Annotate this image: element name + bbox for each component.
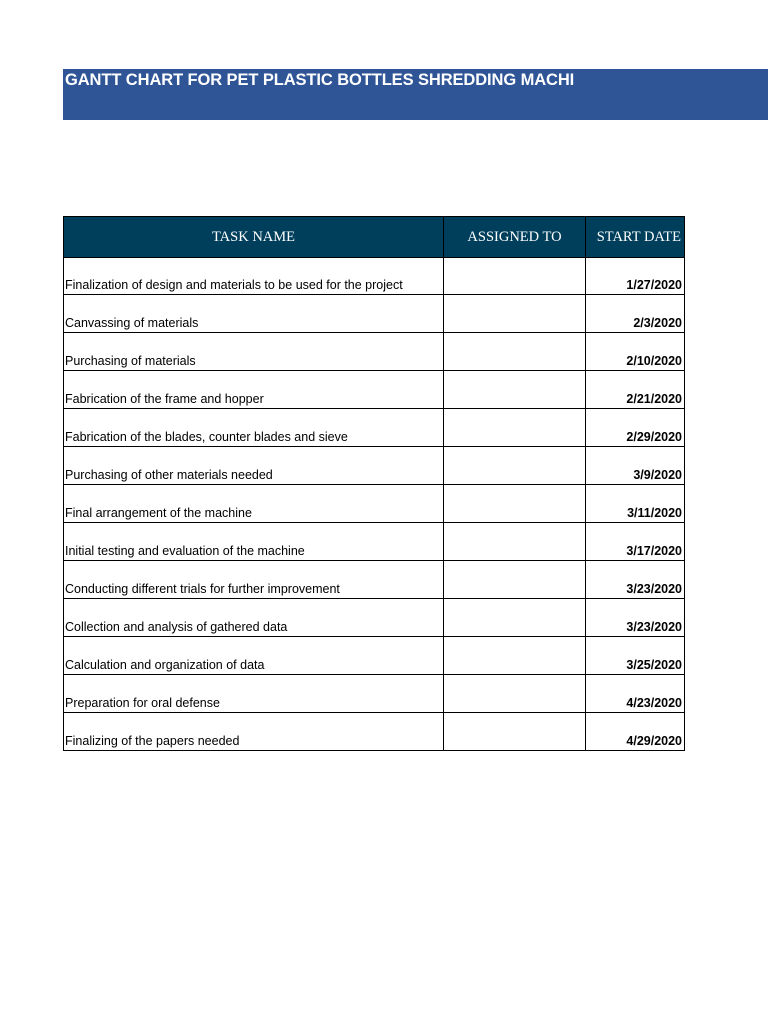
assigned-to-cell[interactable] (444, 485, 586, 523)
header-assigned-to[interactable]: ASSIGNED TO (444, 217, 586, 258)
start-date-cell[interactable]: 1/27/2020 (586, 258, 685, 295)
task-name-cell[interactable]: Fabrication of the blades, counter blades and sieve (64, 409, 444, 447)
table-header-row (64, 217, 685, 258)
table-row (64, 713, 685, 751)
assigned-to-cell[interactable] (444, 599, 586, 637)
task-name-cell[interactable]: Calculation and organization of data (64, 637, 444, 675)
task-name-cell[interactable]: Conducting different trials for further improvement (64, 561, 444, 599)
header-task-name[interactable]: TASK NAME (64, 217, 444, 258)
header-start-date[interactable]: START DATE (586, 217, 685, 258)
table-row (64, 447, 685, 485)
assigned-to-cell[interactable] (444, 295, 586, 333)
table-row (64, 485, 685, 523)
task-name-cell[interactable]: Finalization of design and materials to be used for the project (64, 258, 444, 295)
assigned-to-cell[interactable] (444, 371, 586, 409)
start-date-cell[interactable]: 3/17/2020 (586, 523, 685, 561)
assigned-to-cell[interactable] (444, 561, 586, 599)
start-date-cell[interactable]: 3/25/2020 (586, 637, 685, 675)
task-name-cell[interactable]: Canvassing of materials (64, 295, 444, 333)
task-name-cell[interactable]: Fabrication of the frame and hopper (64, 371, 444, 409)
assigned-to-cell[interactable] (444, 258, 586, 295)
start-date-cell[interactable]: 3/23/2020 (586, 599, 685, 637)
assigned-to-cell[interactable] (444, 523, 586, 561)
task-name-cell[interactable]: Preparation for oral defense (64, 675, 444, 713)
start-date-cell[interactable]: 3/9/2020 (586, 447, 685, 485)
task-name-cell[interactable]: Collection and analysis of gathered data (64, 599, 444, 637)
task-name-cell[interactable]: Finalizing of the papers needed (64, 713, 444, 751)
task-name-cell[interactable]: Purchasing of materials (64, 333, 444, 371)
assigned-to-cell[interactable] (444, 637, 586, 675)
title-banner (63, 69, 768, 120)
table-row (64, 637, 685, 675)
table-row (64, 295, 685, 333)
table-row (64, 333, 685, 371)
page-title: GANTT CHART FOR PET PLASTIC BOTTLES SHREDDING MACHI (65, 71, 575, 89)
assigned-to-cell[interactable] (444, 447, 586, 485)
start-date-cell[interactable]: 4/29/2020 (586, 713, 685, 751)
table-row (64, 523, 685, 561)
task-name-cell[interactable]: Final arrangement of the machine (64, 485, 444, 523)
gantt-table (63, 216, 685, 751)
table-row (64, 258, 685, 295)
assigned-to-cell[interactable] (444, 675, 586, 713)
task-name-cell[interactable]: Purchasing of other materials needed (64, 447, 444, 485)
start-date-cell[interactable]: 2/3/2020 (586, 295, 685, 333)
table-row (64, 409, 685, 447)
table-row (64, 675, 685, 713)
start-date-cell[interactable]: 3/23/2020 (586, 561, 685, 599)
start-date-cell[interactable]: 2/29/2020 (586, 409, 685, 447)
start-date-cell[interactable]: 2/10/2020 (586, 333, 685, 371)
assigned-to-cell[interactable] (444, 409, 586, 447)
table-row (64, 599, 685, 637)
table-row (64, 561, 685, 599)
start-date-cell[interactable]: 3/11/2020 (586, 485, 685, 523)
start-date-cell[interactable]: 2/21/2020 (586, 371, 685, 409)
task-name-cell[interactable]: Initial testing and evaluation of the machine (64, 523, 444, 561)
start-date-cell[interactable]: 4/23/2020 (586, 675, 685, 713)
table-row (64, 371, 685, 409)
assigned-to-cell[interactable] (444, 713, 586, 751)
assigned-to-cell[interactable] (444, 333, 586, 371)
